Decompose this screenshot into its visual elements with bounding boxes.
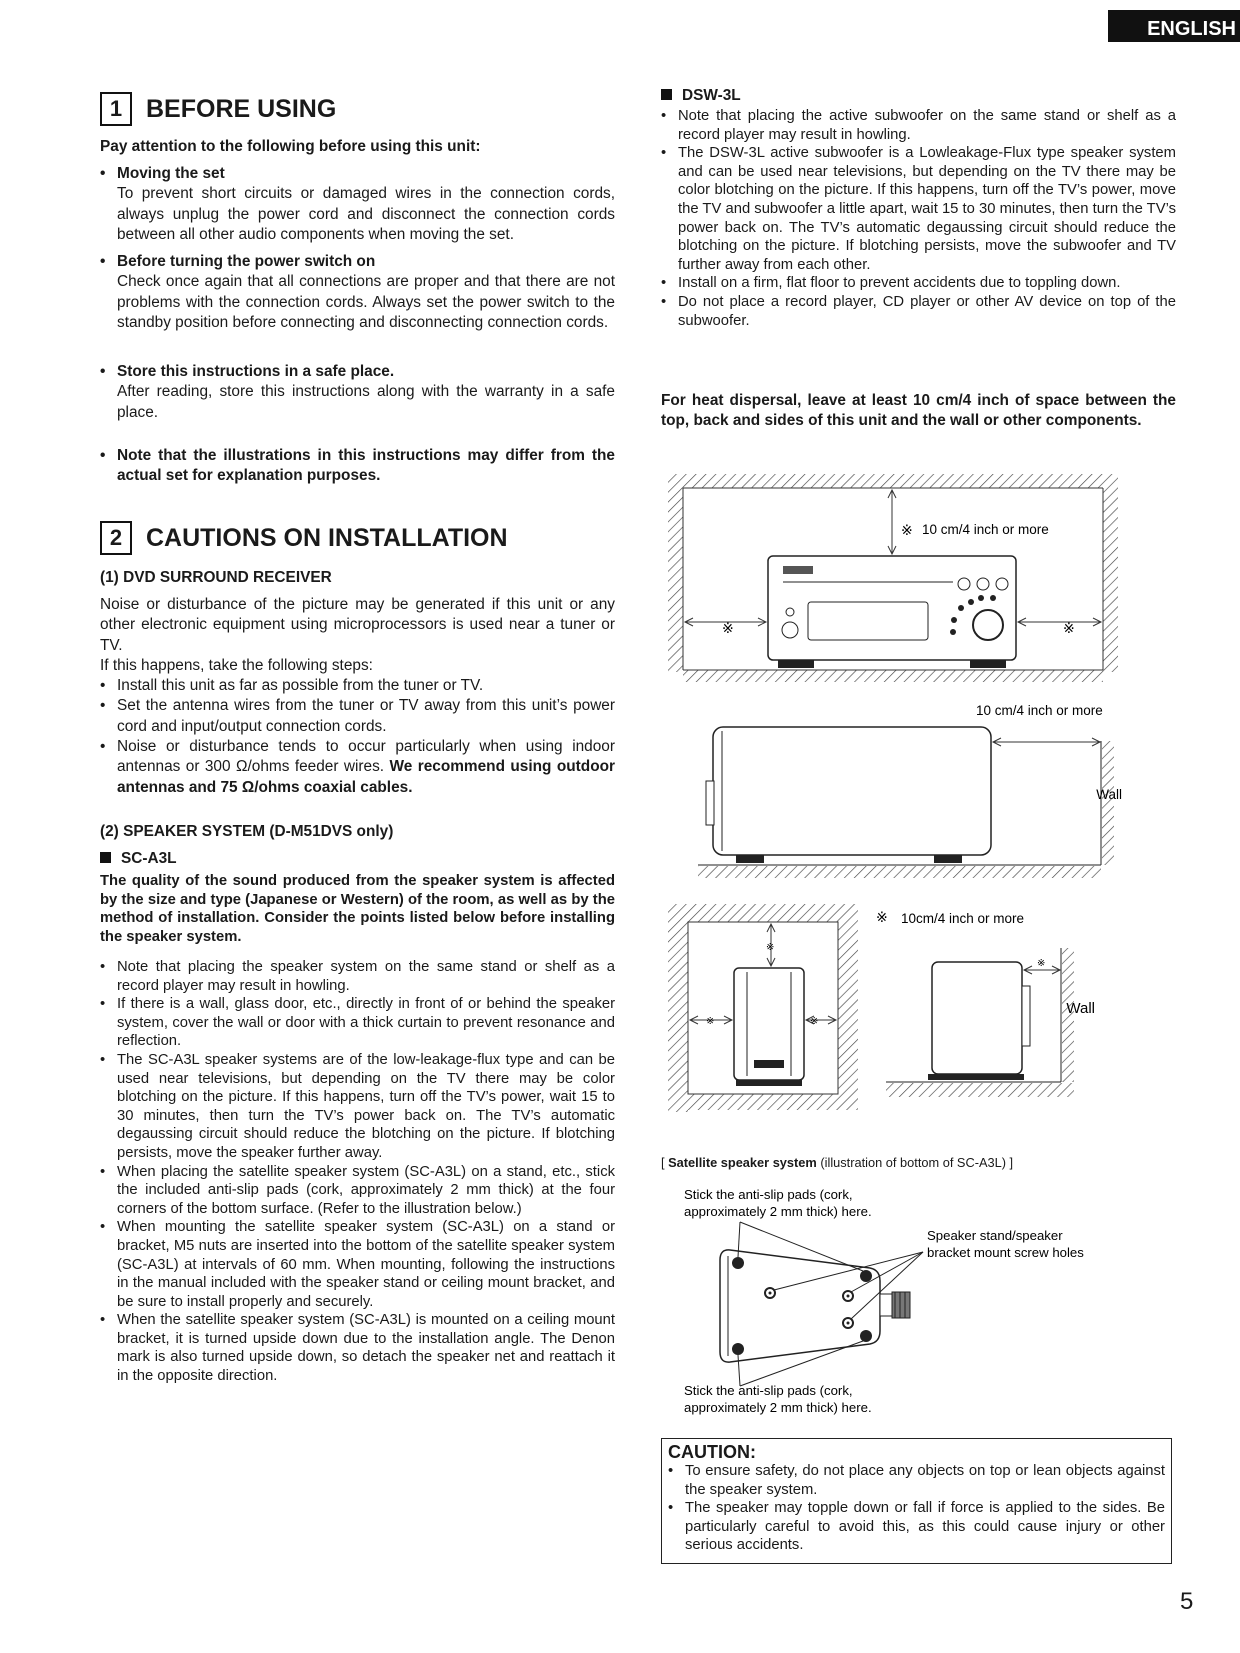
speaker-wall-label: Wall xyxy=(1066,1000,1095,1017)
pads-bottom-line-2: approximately 2 mm thick) here. xyxy=(684,1400,872,1415)
pads-top-line-1: Stick the anti-slip pads (cork, xyxy=(684,1187,853,1202)
list-item: • Note that placing the speaker system on the same stand or shelf as a record player may result in howling. xyxy=(100,959,615,994)
subsection-1-title: (1) DVD SURROUND RECEIVER xyxy=(100,569,332,586)
section-1-number: 1 xyxy=(100,92,132,126)
screw-holes-line-2: bracket mount screw holes xyxy=(927,1245,1084,1260)
section-1-item-2: • Before turning the power switch on Check once again that all connections are proper and that there are not problems with the connection cords. Always set the power switch to the standby position before connecting and disconnecting connection cords. xyxy=(100,253,615,331)
caution-box xyxy=(661,1438,1172,1564)
item-body: Check once again that all connections are proper and that there are not problems with the connection cords. Always set the power switch to the standby position before connecting and disconnecting connection cords. xyxy=(117,273,615,331)
ref-mark: ※ xyxy=(722,621,734,637)
ref-mark: ※ xyxy=(876,910,888,926)
screw-holes-line-1: Speaker stand/speaker xyxy=(927,1228,1063,1243)
item-body: To prevent short circuits or damaged wires in the connection cords, always unplug the power cord and disconnect the connection cords between all other audio components when moving the set. xyxy=(117,185,615,243)
item-head: Moving the set xyxy=(117,165,225,182)
side-wall-label: Wall xyxy=(1096,787,1122,802)
receiver-side-view xyxy=(713,727,991,855)
list-item: • If there is a wall, glass door, etc., directly in front of or behind the speaker system, cover the wall or door with a thick curtain to prevent resonance and reflection. xyxy=(100,996,615,1050)
sc-a3l-title: SC-A3L xyxy=(100,850,177,868)
list-item: • The DSW-3L active subwoofer is a Lowleakage-Flux type speaker system and can be used near televisions, but depending on the TV there may be color blotching on the picture. If this happens, turn off the TV’s power, move the TV and subwoofer a little apart, wait 15 to 30 minutes, then turn the TV’s power back on. The TV’s automatic degaussing circuit should reduce the blotching on the picture. If blotching persists, move the subwoofer and TV further away from each other. xyxy=(661,145,1176,273)
side-clearance-label: 10 cm/4 inch or more xyxy=(976,703,1103,718)
heat-dispersal-note: For heat dispersal, leave at least 10 cm/4 inch of space between the top, back and sides of this unit and the wall or other components. xyxy=(661,392,1176,430)
item-head: Before turning the power switch on xyxy=(117,253,376,270)
list-item: • When placing the satellite speaker system (SC-A3L) on a stand, etc., stick the included anti-slip pads (cork, approximately 2 mm thick) at the four corners of the bottom surface. (Refer to the illustration below.) xyxy=(100,1163,615,1217)
list-item: • The SC-A3L speaker systems are of the low-leakage-flux type and can be used near televisions, but depending on the TV there may be color blotching on the picture. If this happens, turn off the TV’s power, wait 15 to 30 minutes, then turn the TV’s power back on. The TV’s automatic degaussing circuit should reduce the blotching on the picture. If blotching persists, move the speaker further away. xyxy=(100,1051,615,1161)
side-clearance-figure xyxy=(708,697,1122,882)
ref-mark: ※ xyxy=(901,523,913,539)
speaker-clearance-label: 10cm/4 inch or more xyxy=(901,911,1025,926)
ref-mark: ※ xyxy=(706,1016,715,1027)
list-item: • To ensure safety, do not place any objects on top or lean objects against the speaker system. xyxy=(668,1463,1165,1498)
list-item: • The speaker may topple down or fall if force is applied to the sides. Be particularly careful to avoid this, as this could cause injury or other serious accidents. xyxy=(668,1500,1165,1554)
front-clearance-figure xyxy=(668,472,1118,684)
item-head: Store this instructions in a safe place. xyxy=(117,363,395,380)
list-item: • Noise or disturbance tends to occur particularly when using indoor antennas or 300 Ω/ohms feeder wires. We recommend using outdoor antennas and 75 Ω/ohms coaxial cables. xyxy=(100,738,615,796)
caution-title: CAUTION: xyxy=(668,1442,756,1462)
sc-a3l-intro: The quality of the sound produced from the speaker system is affected by the size and type (Japanese or Western) of the room, as well as by the method of installation. Consider the points listed below before installing the speaker system. xyxy=(100,873,615,945)
ref-mark: ※ xyxy=(1037,958,1046,969)
dsw-3l-title: DSW-3L xyxy=(661,87,741,105)
pads-bottom-line-1: Stick the anti-slip pads (cork, xyxy=(684,1383,853,1398)
list-item: • Do not place a record player, CD player or other AV device on top of the subwoofer. xyxy=(661,293,1176,329)
section-1-item-3: • Store this instructions in a safe place. After reading, store this instructions along with the warranty in a safe place. xyxy=(100,363,615,421)
section-1-heading xyxy=(100,92,336,126)
list-item: • Set the antenna wires from the tuner or TV away from this unit’s power cord and input/output connection cords. xyxy=(100,697,615,735)
section-1-item-1: • Moving the set To prevent short circuits or damaged wires in the connection cords, always unplug the power cord and disconnect the connection cords between all other audio components when moving the set. xyxy=(100,165,615,243)
section-1-title: BEFORE USING xyxy=(146,94,337,123)
section-2-number: 2 xyxy=(100,521,132,555)
list-item: • Install this unit as far as possible from the tuner or TV. xyxy=(100,677,484,695)
satellite-caption: [ Satellite speaker system (illustration of bottom of SC-A3L) ] xyxy=(661,1155,1014,1170)
list-item: • When mounting the satellite speaker system (SC-A3L) on a stand or bracket, M5 nuts are inserted into the bottom of the satellite speaker system (SC-A3L) at intervals of 60 mm. When mounting, following the instructions in the manual included with the speaker stand or ceiling mount bracket, and be sure to install properly and securely. xyxy=(100,1219,615,1310)
subsection-1-para: Noise or disturbance of the picture may be generated if this unit or any other electronic equipment using microprocessors is used near a tuner or TV. xyxy=(100,596,615,654)
subwoofer-side-view xyxy=(932,962,1022,1074)
ref-mark: ※ xyxy=(1063,621,1075,637)
satellite-bottom-figure xyxy=(680,1186,1120,1426)
caution-list xyxy=(668,1462,1165,1555)
list-item: • When the satellite speaker system (SC-A3L) is mounted on a ceiling mount bracket, it is turned upside down due to the installation angle. The Denon mark is also turned upside down, so detach the speaker net and reattach it in the opposite direction. xyxy=(100,1312,615,1385)
language-tab: ENGLISH xyxy=(1108,10,1240,42)
pads-top-line-2: approximately 2 mm thick) here. xyxy=(684,1204,872,1219)
dsw-3l-list xyxy=(661,107,1176,330)
list-item: • Install on a firm, flat floor to prevent accidents due to toppling down. xyxy=(661,275,1121,292)
front-clearance-label: 10 cm/4 inch or more xyxy=(922,522,1049,537)
subsection-1-body xyxy=(100,595,615,798)
section-2-title: CAUTIONS ON INSTALLATION xyxy=(146,523,508,552)
section-2-heading xyxy=(100,521,508,555)
subsection-2-title: (2) SPEAKER SYSTEM (D-M51DVS only) xyxy=(100,823,394,840)
ref-mark: ※ xyxy=(810,1016,819,1027)
sc-a3l-list xyxy=(100,958,615,1386)
list-item: • Note that placing the active subwoofer on the same stand or shelf as a record player may result in howling. xyxy=(661,108,1176,143)
section-1-intro: Pay attention to the following before using this unit: xyxy=(100,138,481,155)
speaker-clearance-figure xyxy=(668,902,1108,1112)
subsection-1-steps-intro: If this happens, take the following steps: xyxy=(100,656,373,674)
item-body: After reading, store this instructions along with the warranty in a safe place. xyxy=(117,383,615,421)
satellite-speaker-bottom xyxy=(720,1250,880,1362)
section-1-note: • Note that the illustrations in this instructions may differ from the actual set for explanation purposes. xyxy=(100,447,615,485)
page-number: 5 xyxy=(1180,1588,1194,1615)
ref-mark: ※ xyxy=(766,942,775,953)
